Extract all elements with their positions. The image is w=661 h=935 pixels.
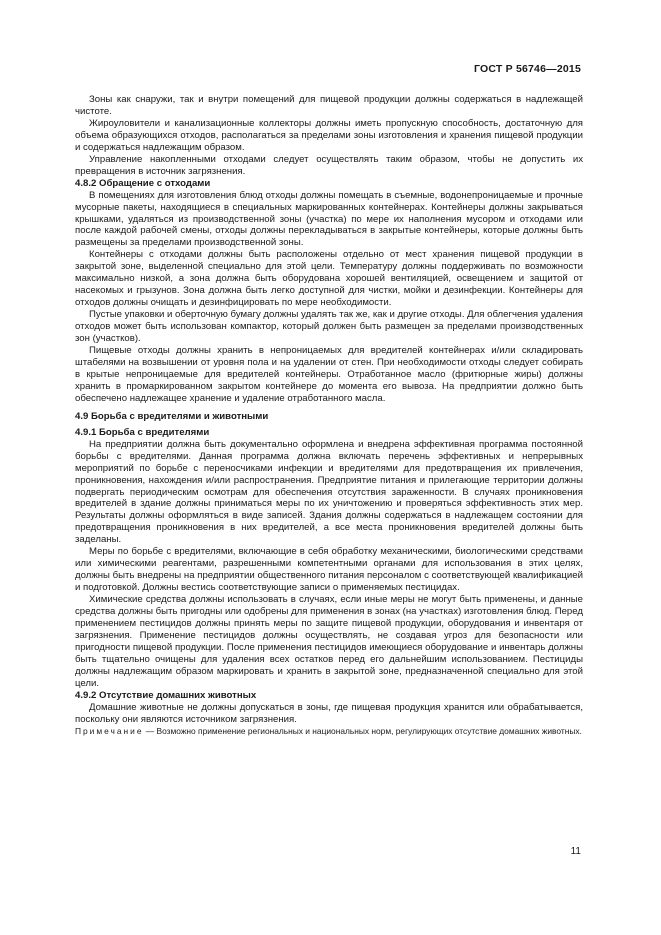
note-label: Примечание xyxy=(75,725,144,736)
page-number: 11 xyxy=(570,846,581,857)
section-heading-4-9-1: 4.9.1 Борьба с вредителями xyxy=(75,426,210,438)
paragraph: Меры по борьбе с вредителями, включающие в себя обработку механическими, биологическими средствами или химическими реагентами, разрешенными компетентными органами для использования в этих целях, должны быть внедрены на предприятии общественного питания персоналом с соответствующей квалификацией и подготовкой. Должны вестись соответствующие записи о применяемых пестицидах. xyxy=(75,546,583,594)
note-text: — Возможно применение региональных и национальных норм, регулирующих отсутствие домашних животных. xyxy=(143,725,582,736)
paragraph: Домашние животные не должны допускаться в зоны, где пищевая продукция хранится или обрабатывается, поскольку они являются источником загрязнения. xyxy=(75,701,583,725)
paragraph: Химические средства должны использовать в случаях, если иные меры не могут быть применены, и данные средства должны быть пригодны или одобрены для применения в зонах (на участках) изготовления блюд. Перед применением пестицидов должны принять меры по защите пищевой продукции, оборудования и инвентаря от загрязнения. Применение пестицидов должны осуществлять, не создавая угроз для безопасности или пригодности пищевой продукции. После применения пестицидов имеющиеся оборудование и инвентарь должны быть тщательно очищены для удаления всех остатков перед его дальнейшим использованием. Пестициды должны надлежащим образом маркировать и хранить в закрытой зоне, предназначенной специально для этой цели. xyxy=(75,594,583,689)
paragraph: Управление накопленными отходами следует осуществлять таким образом, чтобы не допустить их превращения в источник загрязнения. xyxy=(75,153,583,177)
paragraph: Контейнеры с отходами должны быть расположены отдельно от мест хранения пищевой продукции в закрытой зоне, выделенной специально для этой цели. Температуру должны поддерживать по возможности максимально низкой, а зона должна быть оборудована хорошей вентиляцией, освещением и защитой от насекомых и грызунов. Зона должна быть легко доступной для чистки, мойки и дезинфекции. Контейнеры для отходов должны очищать и дезинфицировать по мере необходимости. xyxy=(75,249,583,309)
section-heading-4-8-2 xyxy=(75,178,583,190)
section-heading-4-9: 4.9 Борьба с вредителями и животными xyxy=(75,410,269,422)
section-title: 4.8.2 Обращение с отходами xyxy=(75,177,211,189)
paragraph: Жироуловители и канализационные коллекторы должны иметь пропускную способность, достаточную для объема образующихся отходов, располагаться за пределами зоны изготовления и хранения пищевой продукции и содержаться надлежащим образом. xyxy=(75,117,583,153)
note xyxy=(75,726,583,737)
paragraph: На предприятии должна быть документально оформлена и внедрена эффективная программа постоянной борьбы с вредителями. Данная программа должна включать перечень эффективных и непрерывных мероприятий по борьбе с переносчиками инфекции и вредителями для предотвращения их привлечения, проникновения, нахождения и/или распространения. Предприятие питания и прилегающие территории должны подвергать периодическим осмотрам для обеспечения отсутствия зараженности. В случаях проникновения вредителей в здание должны приниматься меры по их уничтожению и проверяться эффективность этих мер. Результаты должны оформляться в виде записей. Здания должны содержаться в надлежащем состоянии для предотвращения проникновения в них вредителей, а все места проникновения вредителей должны быть заделаны. xyxy=(75,438,583,546)
paragraph: Пустые упаковки и оберточную бумагу должны удалять так же, как и другие отходы. Для облегчения удаления отходов может быть использован компактор, который должен быть размещен за пределами производственных зон (участков). xyxy=(75,309,583,345)
section-heading-4-9-2: 4.9.2 Отсутствие домашних животных xyxy=(75,689,257,701)
paragraph: Зоны как снаружи, так и внутри помещений для пищевой продукции должны содержаться в надлежащей чистоте. xyxy=(75,94,583,117)
paragraph: Пищевые отходы должны хранить в непроницаемых для вредителей контейнерах и/или складировать штабелями на возвышении от уровня пола и на удалении от стен. При необходимости отходы следует собирать в крытые непроницаемые для вредителей контейнеры. Отработанное масло (фритюрные жиры) должны хранить в промаркированном закрытом контейнере до момента его вывоза. На предприятии должно быть обеспечено надлежащее хранение и удаление отработанного масла. xyxy=(75,345,583,404)
document-body xyxy=(75,94,583,737)
paragraph: В помещениях для изготовления блюд отходы должны помещать в съемные, водонепроницаемые и прочные мусорные пакеты, находящиеся в специальных маркированных контейнерах. Контейнеры должны закрываться крышками, удаляться из производственной зоны (участка) по мере их наполнения мусором и отходами или после каждой рабочей смены, отходы должны перекладываться в закрытые контейнеры, которые должны быть размещены за пределами производственной зоны. xyxy=(75,189,583,249)
page-header-standard: ГОСТ Р 56746—2015 xyxy=(473,63,581,75)
